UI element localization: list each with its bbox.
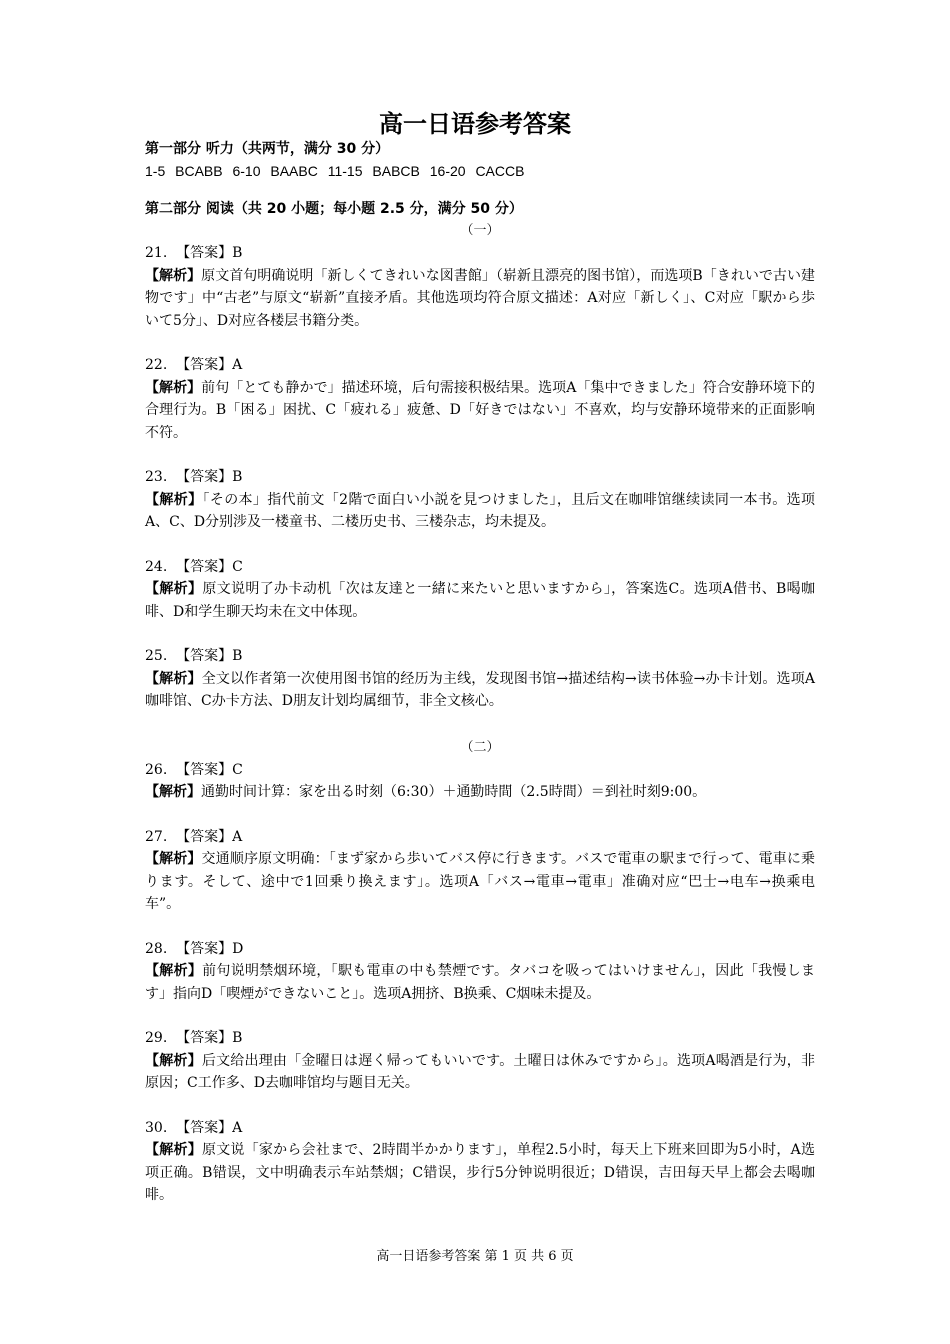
question-block [145, 645, 815, 713]
listening-answers: 1-5 BCABB 6-10 BAABC 11-15 BABCB 16-20 CACCB [145, 163, 525, 179]
section-one-label: （一） [460, 223, 500, 238]
answer-label: 【答案】 [176, 761, 233, 778]
analysis-text: 后文给出理由「金曜日は遅く帰ってもいいです。土曜日は休みですから」。选项A喝酒是行为，非原因；C工作多、D去咖啡馆均与题目无关。 [145, 1052, 815, 1091]
analysis-label: 【解析】 [145, 1052, 202, 1069]
analysis-text: 「その本」指代前文「2階で面白い小説を見つけました」，且后文在咖啡馆继续读同一本书。选项A、C、D分别涉及一楼童书、二楼历史书、三楼杂志，均未提及。 [145, 491, 816, 530]
question-block [145, 556, 815, 624]
analysis-label: 【解析】 [145, 491, 203, 508]
answer-content [145, 138, 815, 1207]
answer-value: B [232, 1030, 243, 1046]
question-block [145, 242, 815, 332]
page-footer: 高一日语参考答案 第 1 页 共 6 页 [376, 1249, 574, 1264]
question-number: 26. [145, 761, 168, 778]
analysis-text: 交通顺序原文明确：「まず家から歩いてバス停に行きます。バスで電車の駅まで行って、電車に乗ります。そして、途中で1回乗り換えます」。选项A「バス→電車→電車」准确对应“巴士→电车→换乘电车”。 [145, 851, 815, 912]
analysis-label: 【解析】 [145, 581, 203, 597]
question-number: 25. [145, 648, 168, 664]
analysis-text: 前句「とても静かで」描述环境，后句需接积极结果。选项A「集中できました」符合安静环境下的合理行为。B「困る」困扰、C「疲れる」疲惫、D「好きではない」不喜欢，均与安静环境带来的正面影响不符。 [145, 379, 816, 441]
analysis-label: 【解析】 [145, 963, 203, 979]
question-number: 29. [145, 1030, 168, 1046]
question-number: 22. [145, 357, 168, 373]
answer-label: 【答案】 [176, 245, 233, 261]
analysis-label: 【解析】 [145, 379, 202, 396]
answer-label: 【答案】 [176, 940, 233, 957]
analysis-text: 前句说明禁烟环境，「駅も電車の中も禁煙です。タバコを吸ってはいけません」，因此「我慢します」指向D「喫煙ができないこと」。选项A拥挤、B换乘、C烟味未提及。 [145, 963, 816, 1002]
answer-label: 【答案】 [176, 469, 233, 485]
analysis-text: 原文首句明确说明「新しくてきれいな図書館」（崭新且漂亮的图书馆），而选项B「きれいで古い建物です」中“古老”与原文“崭新”直接矛盾。其他选项均符合原文描述：A对应「新しく」、C对应「駅から歩いて5分」、D对应各楼层书籍分类。 [145, 267, 816, 329]
answer-label: 【答案】 [176, 1119, 233, 1136]
answer-label: 【答案】 [176, 648, 233, 664]
question-block [145, 354, 815, 444]
analysis-label: 【解析】 [145, 1142, 202, 1158]
answer-value: B [232, 469, 243, 485]
section-two-label: （二） [460, 739, 500, 755]
answer-value: A [232, 357, 243, 373]
analysis-text: 全文以作者第一次使用图书馆的经历为主线，发现图书馆→描述结构→读书体验→办卡计划。选项A咖啡馆、C办卡方法、D朋友计划均属细节，非全文核心。 [145, 670, 815, 709]
answer-value: D [232, 940, 244, 957]
question-number: 24. [145, 558, 168, 575]
answer-value: C [232, 558, 243, 575]
question-number: 30. [145, 1119, 168, 1136]
answer-value: A [232, 1119, 243, 1136]
part1-heading: 第一部分 听力（共两节，满分 30 分） [145, 141, 390, 157]
answer-value: B [232, 648, 243, 664]
analysis-label: 【解析】 [145, 851, 202, 867]
question-number: 23. [145, 469, 168, 485]
analysis-text: 原文说明了办卡动机「次は友達と一緒に来たいと思いますから」，答案选C。选项A借书、B喝咖啡、D和学生聊天均未在文中体现。 [145, 581, 816, 620]
question-block [145, 1117, 815, 1207]
question-number: 21. [145, 245, 168, 261]
answer-label: 【答案】 [176, 357, 233, 373]
analysis-text: 原文说「家から会社まで、2時間半かかります」，单程2.5小时，每天上下班来回即为5小时，A选项正确。B错误，文中明确表示车站禁烟；C错误，步行5分钟说明很近；D错误，吉田每天早上都会去喝咖啡。 [145, 1142, 815, 1203]
answer-label: 【答案】 [176, 1030, 233, 1046]
question-block [145, 466, 815, 534]
page-title: 高一日语参考答案 [379, 110, 571, 138]
analysis-label: 【解析】 [145, 784, 201, 800]
answer-label: 【答案】 [176, 558, 233, 575]
analysis-label: 【解析】 [145, 267, 202, 284]
question-block [145, 938, 815, 1006]
question-block [145, 1027, 815, 1095]
analysis-text: 通勤时间计算：家を出る时刻（6:30）＋通勤時間（2.5時間）＝到社时刻9:00。 [201, 784, 707, 800]
question-block [145, 826, 815, 916]
answer-value: B [232, 245, 243, 261]
answer-label: 【答案】 [176, 828, 233, 845]
analysis-label: 【解析】 [145, 670, 202, 687]
part2-heading: 第二部分 阅读（共 20 小题；每小题 2.5 分，满分 50 分） [145, 201, 523, 217]
answer-value: A [232, 828, 243, 845]
question-number: 28. [145, 940, 168, 957]
question-block [145, 759, 815, 804]
question-number: 27. [145, 828, 168, 845]
answer-value: C [232, 761, 243, 778]
